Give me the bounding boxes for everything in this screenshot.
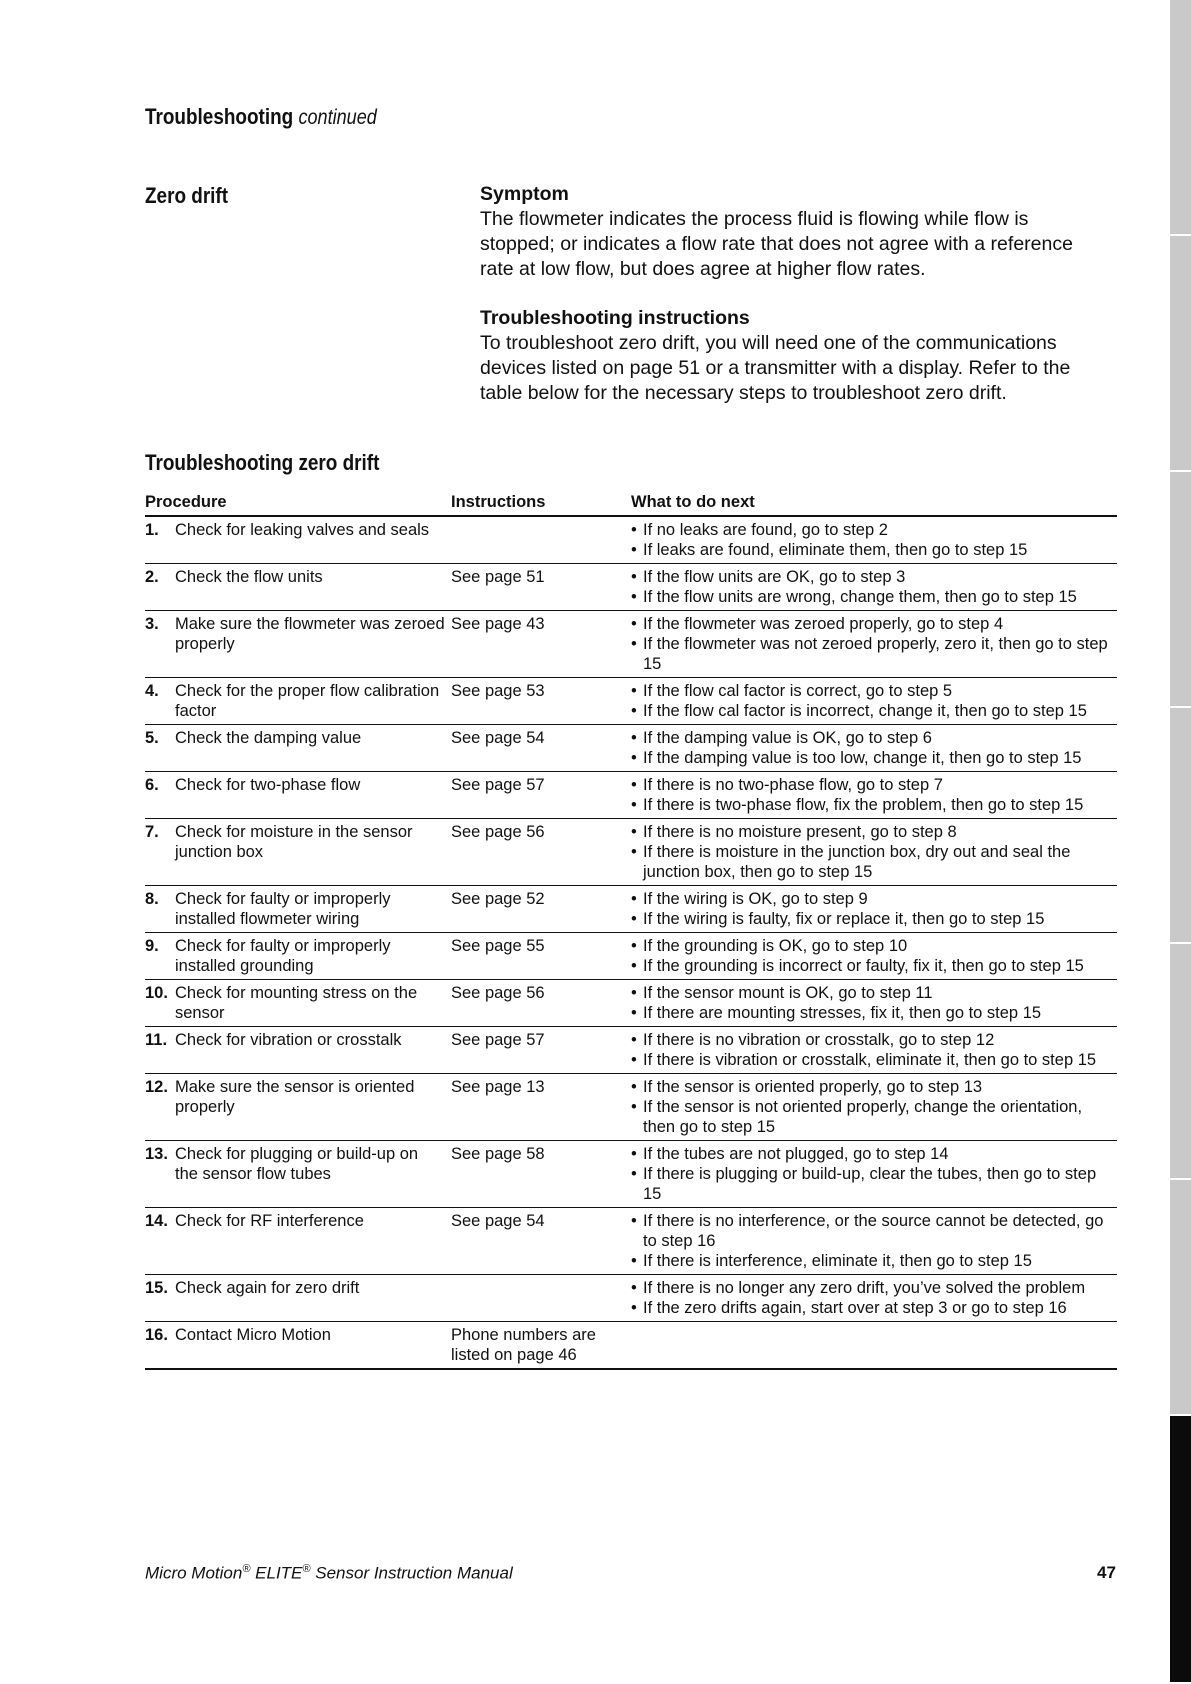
bullet-icon: •	[631, 843, 637, 861]
next-step-bullet	[631, 567, 1117, 587]
procedure-cell	[145, 822, 451, 882]
next-step-bullet	[631, 795, 1117, 815]
next-steps-cell	[631, 520, 1117, 560]
procedure-text: Contact Micro Motion	[175, 1326, 331, 1344]
bullet-icon: •	[631, 635, 637, 653]
next-step-bullet	[631, 1144, 1117, 1164]
next-step-text: If the damping value is OK, go to step 6	[643, 729, 932, 747]
next-step-text: If there is no vibration or crosstalk, go to step 12	[643, 1031, 995, 1049]
procedure-text: Check for mounting stress on the sensor	[175, 984, 418, 1022]
next-step-text: If the tubes are not plugged, go to step 14	[643, 1145, 949, 1163]
step-number: 1.	[145, 521, 159, 539]
step-number: 14.	[145, 1212, 168, 1230]
next-step-bullet	[631, 1050, 1117, 1070]
instructions-cell: See page 56	[451, 823, 545, 841]
procedure-cell	[145, 614, 451, 674]
bullet-icon: •	[631, 1051, 637, 1069]
instructions-text: To troubleshoot zero drift, you will need one of the communications devices listed on page 51 or a transmitter with a display. Refer to the table below for the necessary steps to troubleshoot zero drift.	[480, 332, 1071, 404]
table-row	[145, 1275, 1117, 1322]
instructions-cell: See page 52	[451, 890, 545, 908]
bullet-icon: •	[631, 1165, 637, 1183]
next-steps-cell	[631, 983, 1117, 1023]
next-step-text: If the sensor mount is OK, go to step 11	[643, 984, 933, 1002]
bullet-icon: •	[631, 568, 637, 586]
next-step-text: If there is moisture in the junction box, dry out and seal the junction box, then go to step 15	[643, 843, 1071, 881]
next-step-bullet	[631, 1251, 1117, 1271]
side-tab	[1170, 0, 1191, 236]
step-number: 15.	[145, 1279, 168, 1297]
side-tab	[1170, 236, 1191, 472]
table-row	[145, 933, 1117, 980]
procedure-text: Check for RF interference	[175, 1212, 364, 1230]
next-step-text: If the grounding is incorrect or faulty, fix it, then go to step 15	[643, 957, 1084, 975]
table-row	[145, 725, 1117, 772]
next-step-bullet	[631, 889, 1117, 909]
next-step-text: If the flow units are wrong, change them, then go to step 15	[643, 588, 1077, 606]
bullet-icon: •	[631, 890, 637, 908]
bullet-icon: •	[631, 984, 637, 1002]
table-row	[145, 819, 1117, 886]
procedure-cell	[145, 728, 451, 768]
instructions-cell: See page 43	[451, 615, 545, 633]
side-tab	[1170, 944, 1191, 1180]
next-steps-cell	[631, 1211, 1117, 1271]
step-number: 2.	[145, 568, 159, 586]
next-step-bullet	[631, 634, 1117, 674]
procedure-cell	[145, 1030, 451, 1070]
next-steps-cell	[631, 567, 1117, 607]
table-title: Troubleshooting zero drift	[145, 450, 380, 475]
bullet-icon: •	[631, 776, 637, 794]
next-step-text: If no leaks are found, go to step 2	[643, 521, 888, 539]
next-steps-cell	[631, 1077, 1117, 1137]
procedure-text: Check for plugging or build-up on the sensor flow tubes	[175, 1145, 419, 1183]
procedure-cell	[145, 567, 451, 607]
bullet-icon: •	[631, 1212, 637, 1230]
procedure-cell	[145, 983, 451, 1023]
next-step-bullet	[631, 1211, 1117, 1251]
next-steps-cell	[631, 936, 1117, 976]
step-number: 4.	[145, 682, 159, 700]
header-instructions: Instructions	[451, 493, 546, 511]
symptom-heading: Symptom	[480, 183, 569, 205]
procedure-text: Check for faulty or improperly installed grounding	[175, 937, 391, 975]
next-step-bullet	[631, 956, 1117, 976]
instructions-cell	[451, 520, 631, 560]
table-row	[145, 772, 1117, 819]
next-step-text: If the grounding is OK, go to step 10	[643, 937, 908, 955]
bullet-icon: •	[631, 682, 637, 700]
next-step-bullet	[631, 587, 1117, 607]
instructions-cell: See page 58	[451, 1145, 545, 1163]
footer-rest: Sensor Instruction Manual	[315, 1563, 513, 1583]
footer-brand: Micro Motion	[145, 1563, 243, 1583]
instructions-cell	[451, 1278, 631, 1318]
bullet-icon: •	[631, 1299, 637, 1317]
bullet-icon: •	[631, 957, 637, 975]
next-step-text: If there is no moisture present, go to step 8	[643, 823, 957, 841]
next-step-bullet	[631, 1097, 1117, 1137]
next-step-text: If there is plugging or build-up, clear the tubes, then go to step 15	[643, 1165, 1097, 1203]
bullet-icon: •	[631, 615, 637, 633]
next-step-bullet	[631, 1077, 1117, 1097]
instructions-cell: See page 54	[451, 1212, 545, 1230]
table-row	[145, 886, 1117, 933]
table-row	[145, 611, 1117, 678]
step-number: 9.	[145, 937, 159, 955]
side-tab	[1170, 1180, 1191, 1416]
next-step-bullet	[631, 983, 1117, 1003]
procedure-text: Make sure the flowmeter was zeroed properly	[175, 615, 445, 653]
procedure-text: Check again for zero drift	[175, 1279, 360, 1297]
next-step-text: If the wiring is OK, go to step 9	[643, 890, 868, 908]
next-step-text: If the flowmeter was not zeroed properly, zero it, then go to step 15	[643, 635, 1108, 673]
next-step-text: If the sensor is oriented properly, go to step 13	[643, 1078, 983, 1096]
bullet-icon: •	[631, 1098, 637, 1116]
next-step-text: If there is no longer any zero drift, you’ve solved the problem	[643, 1279, 1086, 1297]
table-body	[145, 517, 1117, 1370]
step-number: 10.	[145, 984, 168, 1002]
step-number: 12.	[145, 1078, 168, 1096]
section-header	[145, 104, 377, 130]
step-number: 5.	[145, 729, 159, 747]
table-row	[145, 517, 1117, 564]
table-row	[145, 1027, 1117, 1074]
bullet-icon: •	[631, 823, 637, 841]
next-steps-cell	[631, 889, 1117, 929]
instructions-block	[480, 306, 1120, 406]
page-number: 47	[1097, 1563, 1116, 1582]
next-step-text: If the flow cal factor is correct, go to step 5	[643, 682, 953, 700]
procedure-text: Check for faulty or improperly installed flowmeter wiring	[175, 890, 391, 928]
side-tab-active	[1170, 1416, 1191, 1684]
procedure-text: Make sure the sensor is oriented properly	[175, 1078, 415, 1116]
footer-registered-mark-2: ®	[302, 1563, 311, 1575]
table-row	[145, 980, 1117, 1027]
step-number: 6.	[145, 776, 159, 794]
next-step-text: If there is interference, eliminate it, then go to step 15	[643, 1252, 1032, 1270]
procedure-text: Check for two-phase flow	[175, 776, 361, 794]
next-step-text: If the flowmeter was zeroed properly, go to step 4	[643, 615, 1004, 633]
next-steps-cell	[631, 614, 1117, 674]
bullet-icon: •	[631, 702, 637, 720]
bullet-icon: •	[631, 1078, 637, 1096]
bullet-icon: •	[631, 796, 637, 814]
next-steps-cell	[631, 1325, 1117, 1365]
next-step-text: If there is two-phase flow, fix the problem, then go to step 15	[643, 796, 1084, 814]
instructions-cell: See page 57	[451, 776, 545, 794]
next-step-bullet	[631, 936, 1117, 956]
procedure-cell	[145, 1211, 451, 1271]
bullet-icon: •	[631, 1004, 637, 1022]
next-step-text: If the sensor is not oriented properly, change the orientation, then go to step 15	[643, 1098, 1083, 1136]
section-header-continued: continued	[298, 106, 377, 129]
bullet-icon: •	[631, 749, 637, 767]
bullet-icon: •	[631, 521, 637, 539]
next-steps-cell	[631, 775, 1117, 815]
troubleshooting-table	[145, 492, 1117, 1370]
procedure-cell	[145, 520, 451, 560]
next-step-bullet	[631, 909, 1117, 929]
procedure-cell	[145, 681, 451, 721]
procedure-cell	[145, 775, 451, 815]
instructions-cell: See page 55	[451, 937, 545, 955]
table-header-row	[145, 492, 1117, 517]
next-step-bullet	[631, 1298, 1117, 1318]
footer-manual-title	[145, 1563, 513, 1584]
table-row	[145, 1074, 1117, 1141]
next-step-text: If leaks are found, eliminate them, then go to step 15	[643, 541, 1028, 559]
bullet-icon: •	[631, 729, 637, 747]
next-steps-cell	[631, 1278, 1117, 1318]
procedure-text: Check the damping value	[175, 729, 362, 747]
bullet-icon: •	[631, 910, 637, 928]
instructions-cell: See page 54	[451, 729, 545, 747]
side-tab	[1170, 708, 1191, 944]
procedure-cell	[145, 936, 451, 976]
zero-drift-title: Zero drift	[145, 183, 229, 208]
next-steps-cell	[631, 681, 1117, 721]
next-step-bullet	[631, 822, 1117, 842]
procedure-cell	[145, 1144, 451, 1204]
next-step-text: If the damping value is too low, change it, then go to step 15	[643, 749, 1082, 767]
bullet-icon: •	[631, 1145, 637, 1163]
procedure-text: Check the flow units	[175, 568, 323, 586]
instructions-cell: See page 56	[451, 984, 545, 1002]
next-step-text: If there are mounting stresses, fix it, then go to step 15	[643, 1004, 1042, 1022]
next-step-text: If the wiring is faulty, fix or replace it, then go to step 15	[643, 910, 1045, 928]
procedure-text: Check for moisture in the sensor junction box	[175, 823, 413, 861]
next-step-bullet	[631, 681, 1117, 701]
instructions-cell: See page 57	[451, 1031, 545, 1049]
procedure-text: Check for the proper flow calibration factor	[175, 682, 440, 720]
next-step-text: If the flow cal factor is incorrect, change it, then go to step 15	[643, 702, 1087, 720]
instructions-cell: See page 13	[451, 1078, 545, 1096]
table-row	[145, 678, 1117, 725]
procedure-text: Check for leaking valves and seals	[175, 521, 430, 539]
bullet-icon: •	[631, 588, 637, 606]
procedure-cell	[145, 1278, 451, 1318]
next-steps-cell	[631, 728, 1117, 768]
next-steps-cell	[631, 1030, 1117, 1070]
next-step-text: If there is no interference, or the source cannot be detected, go to step 16	[643, 1212, 1104, 1250]
header-procedure: Procedure	[145, 493, 227, 511]
instructions-cell: See page 53	[451, 682, 545, 700]
next-steps-cell	[631, 822, 1117, 882]
procedure-cell	[145, 1325, 451, 1365]
symptom-text: The flowmeter indicates the process fluid is flowing while flow is stopped; or indicates a flow rate that does not agree with a reference rate at low flow, but does agree at higher flow rates.	[480, 208, 1073, 280]
side-tab	[1170, 472, 1191, 708]
section-header-title: Troubleshooting	[145, 104, 294, 129]
bullet-icon: •	[631, 1031, 637, 1049]
table-row	[145, 1208, 1117, 1275]
next-step-text: If the zero drifts again, start over at step 3 or go to step 16	[643, 1299, 1067, 1317]
header-next: What to do next	[631, 493, 755, 511]
instructions-cell: Phone numbers are listed on page 46	[451, 1326, 596, 1364]
next-step-bullet	[631, 701, 1117, 721]
step-number: 11.	[145, 1031, 168, 1049]
instructions-cell: See page 51	[451, 568, 545, 586]
procedure-text: Check for vibration or crosstalk	[175, 1031, 402, 1049]
next-step-bullet	[631, 728, 1117, 748]
next-step-bullet	[631, 1278, 1117, 1298]
footer-registered-mark: ®	[242, 1563, 251, 1575]
step-number: 13.	[145, 1145, 168, 1163]
next-step-bullet	[631, 842, 1117, 882]
next-step-text: If there is vibration or crosstalk, eliminate it, then go to step 15	[643, 1051, 1097, 1069]
table-row	[145, 1322, 1117, 1370]
next-steps-cell	[631, 1144, 1117, 1204]
next-step-bullet	[631, 748, 1117, 768]
next-step-bullet	[631, 1003, 1117, 1023]
bullet-icon: •	[631, 1252, 637, 1270]
instructions-heading: Troubleshooting instructions	[480, 307, 750, 329]
next-step-bullet	[631, 1164, 1117, 1204]
table-row	[145, 1141, 1117, 1208]
procedure-cell	[145, 889, 451, 929]
next-step-bullet	[631, 520, 1117, 540]
bullet-icon: •	[631, 541, 637, 559]
step-number: 8.	[145, 890, 159, 908]
next-step-bullet	[631, 775, 1117, 795]
step-number: 7.	[145, 823, 159, 841]
bullet-icon: •	[631, 937, 637, 955]
next-step-text: If the flow units are OK, go to step 3	[643, 568, 906, 586]
footer-product: ELITE	[255, 1563, 303, 1583]
next-step-text: If there is no two-phase flow, go to step 7	[643, 776, 943, 794]
next-step-bullet	[631, 540, 1117, 560]
next-step-bullet	[631, 614, 1117, 634]
next-step-bullet	[631, 1030, 1117, 1050]
step-number: 16.	[145, 1326, 168, 1344]
bullet-icon: •	[631, 1279, 637, 1297]
symptom-block	[480, 182, 1120, 282]
procedure-cell	[145, 1077, 451, 1137]
side-tab-strip	[1170, 0, 1191, 1684]
table-row	[145, 564, 1117, 611]
step-number: 3.	[145, 615, 159, 633]
